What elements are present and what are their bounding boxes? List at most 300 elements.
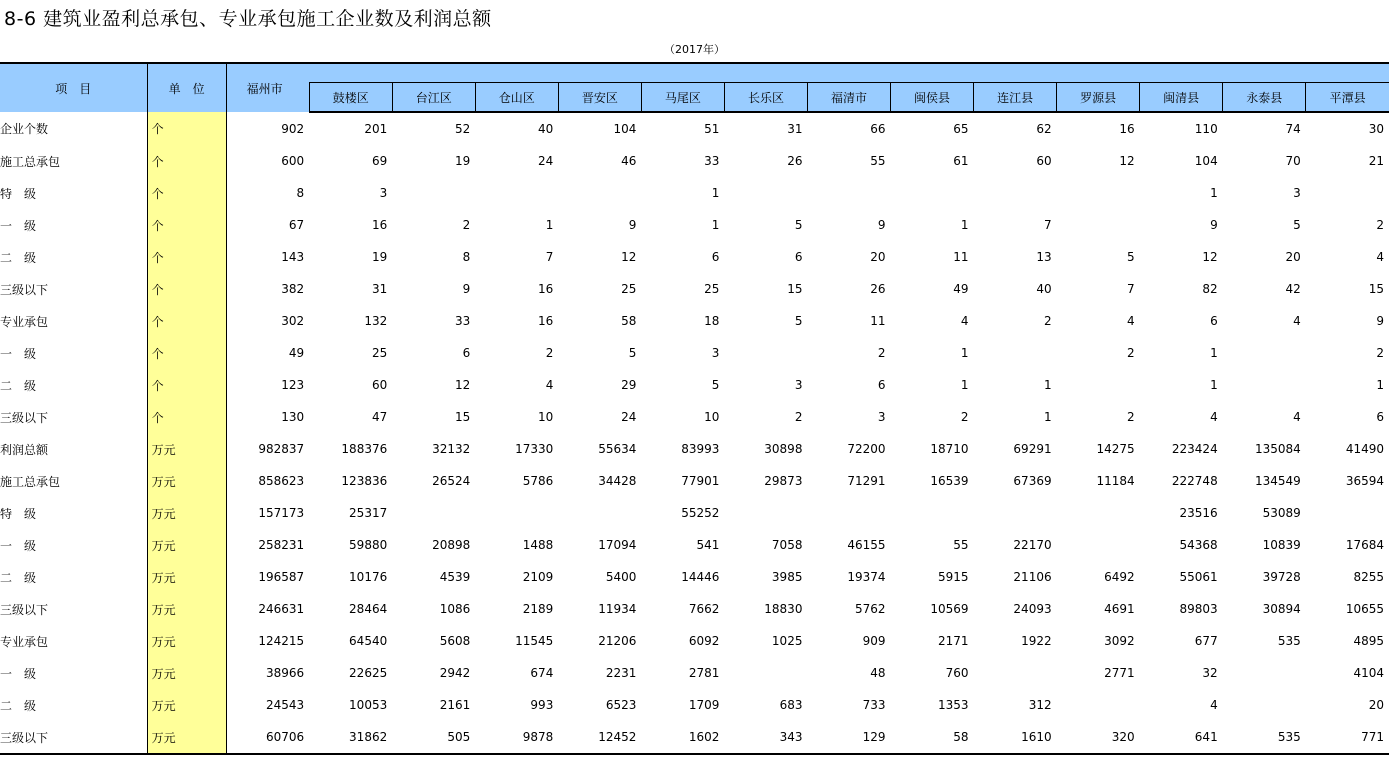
cell-value: 83993: [681, 442, 720, 456]
table-row: [0, 625, 1389, 657]
cell-value: 1353: [938, 698, 969, 712]
cell-value: 1: [545, 218, 554, 232]
cell-total: 302: [281, 314, 305, 328]
cell-value: 12: [621, 250, 637, 264]
cell-value: [891, 497, 974, 529]
table-row: [0, 593, 1389, 625]
cell-value: 20: [1368, 698, 1384, 712]
cell-value: 2: [462, 218, 471, 232]
row-label: 特 级: [0, 177, 147, 209]
header-district: 鼓楼区: [309, 83, 392, 113]
cell-value: 3985: [771, 570, 803, 584]
cell-value: [974, 657, 1057, 689]
cell-total: 858623: [258, 474, 305, 488]
cell-value: 2: [794, 410, 803, 424]
cell-value: 25: [371, 346, 388, 360]
cell-value: 61: [953, 154, 969, 168]
cell-value: 2781: [688, 666, 720, 680]
cell-value: 4539: [439, 570, 471, 584]
cell-value: 5: [794, 218, 803, 232]
cell-value: 641: [1140, 721, 1223, 754]
cell-value: 2231: [605, 666, 637, 680]
cell-value: [558, 497, 641, 529]
cell-value: [475, 177, 558, 209]
row-label: 施工总承包: [0, 465, 147, 497]
cell-value: 49: [953, 282, 969, 296]
row-label: 三级以下: [0, 593, 147, 625]
cell-total: 38966: [266, 666, 305, 680]
row-label: 利润总额: [0, 433, 147, 465]
cell-value: 32132: [432, 442, 471, 456]
cell-value: 2: [1043, 314, 1052, 328]
table-row: [0, 721, 1389, 754]
cell-value: 5762: [854, 602, 886, 616]
row-unit: 万元: [147, 689, 226, 721]
cell-value: 39728: [1262, 570, 1301, 584]
row-label: 二 级: [0, 241, 147, 273]
cell-value: 16: [1119, 122, 1135, 136]
cell-value: 677: [1194, 634, 1218, 648]
cell-total: 67: [288, 218, 305, 232]
cell-value: 14446: [681, 570, 720, 584]
cell-value: 993: [530, 698, 554, 712]
cell-value: 5: [1293, 218, 1301, 232]
cell-value: 110: [1194, 122, 1218, 136]
cell-value: 14275: [1096, 442, 1135, 456]
cell-value: 3: [794, 378, 803, 392]
cell-total: 124215: [258, 634, 305, 648]
cell-value: 5786: [522, 474, 554, 488]
cell-value: 89803: [1179, 602, 1218, 616]
table-row: [0, 177, 1389, 209]
cell-value: 6492: [1104, 570, 1135, 584]
row-label: 三级以下: [0, 401, 147, 433]
cell-value: 69291: [1013, 442, 1052, 456]
cell-value: [1057, 689, 1140, 721]
cell-value: 760: [945, 666, 969, 680]
table-row: [0, 561, 1389, 593]
cell-value: 22170: [1013, 538, 1052, 552]
cell-value: 3092: [1104, 634, 1135, 648]
cell-value: 1: [1376, 378, 1384, 392]
row-unit: 万元: [147, 465, 226, 497]
cell-value: 3: [379, 186, 388, 200]
cell-value: [475, 497, 558, 529]
cell-total: 8: [296, 186, 305, 200]
cell-value: 30894: [1262, 602, 1301, 616]
cell-value: 70: [1285, 154, 1301, 168]
cell-value: 15: [455, 410, 471, 424]
cell-value: 5: [711, 378, 720, 392]
row-unit: 万元: [147, 497, 226, 529]
cell-value: 733: [862, 698, 886, 712]
cell-value: 20: [1285, 250, 1301, 264]
table-row: [0, 497, 1389, 529]
cell-value: 29873: [764, 474, 803, 488]
row-unit: 万元: [147, 433, 226, 465]
cell-value: 30898: [764, 442, 803, 456]
cell-total: 258231: [258, 538, 305, 552]
cell-value: 1: [711, 186, 720, 200]
cell-value: 1: [1210, 378, 1218, 392]
cell-value: 6: [711, 250, 720, 264]
cell-value: 7: [1127, 282, 1135, 296]
cell-value: 4104: [1353, 666, 1384, 680]
header-district: 仓山区: [475, 83, 558, 113]
cell-value: 5608: [439, 634, 471, 648]
cell-value: 59880: [349, 538, 388, 552]
cell-value: 9: [1376, 314, 1384, 328]
cell-value: 343: [724, 721, 807, 754]
cell-value: 10176: [349, 570, 388, 584]
cell-value: 21206: [598, 634, 637, 648]
row-unit: 个: [147, 305, 226, 337]
header-city: 福州市: [226, 63, 309, 112]
table-row: [0, 529, 1389, 561]
row-unit: 个: [147, 273, 226, 305]
page-title: 8-6 建筑业盈利总承包、专业承包施工企业数及利润总额: [4, 8, 492, 30]
row-label: 二 级: [0, 689, 147, 721]
cell-value: 23516: [1179, 506, 1218, 520]
cell-value: 771: [1306, 721, 1389, 754]
cell-value: 60: [371, 378, 388, 392]
cell-value: 17330: [515, 442, 554, 456]
cell-value: 24: [538, 154, 554, 168]
cell-value: 10053: [349, 698, 388, 712]
row-unit: 万元: [147, 529, 226, 561]
cell-total: 600: [281, 154, 305, 168]
cell-value: [392, 177, 475, 209]
year-note: （2017年）: [664, 43, 725, 56]
cell-value: 16: [371, 218, 388, 232]
cell-value: 2: [877, 346, 886, 360]
cell-value: 541: [696, 538, 720, 552]
cell-value: [724, 497, 807, 529]
cell-value: 9: [628, 218, 637, 232]
cell-value: 33: [704, 154, 720, 168]
row-label: 二 级: [0, 369, 147, 401]
cell-value: 55: [953, 538, 969, 552]
cell-value: 134549: [1254, 474, 1301, 488]
cell-value: 13: [1036, 250, 1052, 264]
cell-value: 18710: [930, 442, 969, 456]
cell-value: 683: [779, 698, 803, 712]
cell-value: 58: [891, 721, 974, 754]
cell-value: 12452: [558, 721, 641, 754]
header-district: 福清市: [807, 83, 890, 113]
header-district: 连江县: [974, 83, 1057, 113]
cell-total: 982837: [258, 442, 305, 456]
cell-total: 49: [288, 346, 305, 360]
row-unit: 个: [147, 112, 226, 145]
cell-value: 223424: [1171, 442, 1218, 456]
cell-value: 15: [1368, 282, 1384, 296]
cell-value: [1306, 497, 1389, 529]
cell-value: 54368: [1179, 538, 1218, 552]
cell-value: 1: [1043, 410, 1052, 424]
cell-value: 4: [1210, 698, 1218, 712]
cell-value: 7: [545, 250, 554, 264]
cell-value: 77901: [681, 474, 720, 488]
cell-value: 5: [794, 314, 803, 328]
cell-value: 62: [1036, 122, 1052, 136]
cell-value: 320: [1057, 721, 1140, 754]
cell-value: 55: [870, 154, 886, 168]
cell-total: 24543: [266, 698, 305, 712]
cell-value: 2171: [938, 634, 969, 648]
row-unit: 个: [147, 209, 226, 241]
cell-value: 46: [621, 154, 637, 168]
table-row: [0, 401, 1389, 433]
cell-value: 312: [1028, 698, 1052, 712]
cell-value: 4691: [1104, 602, 1135, 616]
table-row: [0, 305, 1389, 337]
cell-value: 71291: [847, 474, 886, 488]
cell-value: 4895: [1353, 634, 1384, 648]
row-label: 三级以下: [0, 273, 147, 305]
row-label: 三级以下: [0, 721, 147, 754]
table-row: [0, 689, 1389, 721]
cell-value: 19: [455, 154, 471, 168]
cell-value: 58: [621, 314, 637, 328]
cell-value: [974, 337, 1057, 369]
table-row: [0, 657, 1389, 689]
cell-value: 16: [538, 314, 554, 328]
header-district: 闽侯县: [891, 83, 974, 113]
cell-value: 5: [628, 346, 637, 360]
row-label: 一 级: [0, 337, 147, 369]
cell-value: [891, 177, 974, 209]
cell-value: 1: [1210, 186, 1218, 200]
cell-value: 201: [364, 122, 388, 136]
cell-value: 17684: [1345, 538, 1384, 552]
cell-value: 31862: [309, 721, 392, 754]
cell-value: 6092: [688, 634, 720, 648]
cell-value: 24: [621, 410, 637, 424]
cell-value: 4: [960, 314, 969, 328]
cell-value: 15: [787, 282, 803, 296]
cell-value: 25317: [349, 506, 388, 520]
cell-value: [1057, 369, 1140, 401]
cell-value: 132: [364, 314, 388, 328]
cell-value: 53089: [1262, 506, 1301, 520]
cell-value: 20898: [432, 538, 471, 552]
cell-value: 4: [1127, 314, 1135, 328]
cell-value: 11184: [1096, 474, 1135, 488]
cell-value: 65: [953, 122, 969, 136]
cell-value: 16: [538, 282, 554, 296]
cell-value: 1086: [439, 602, 471, 616]
cell-value: 10: [538, 410, 554, 424]
row-label: 企业个数: [0, 112, 147, 145]
cell-value: [724, 337, 807, 369]
header-spacer: [309, 63, 1389, 83]
cell-value: 1709: [688, 698, 720, 712]
cell-value: 2: [960, 410, 969, 424]
cell-value: 52: [455, 122, 471, 136]
cell-value: 4: [1210, 410, 1218, 424]
cell-value: 1488: [522, 538, 554, 552]
cell-value: 31: [371, 282, 388, 296]
cell-total: 902: [281, 121, 305, 136]
cell-value: 5400: [605, 570, 637, 584]
cell-value: 505: [392, 721, 475, 754]
cell-value: 31: [787, 122, 803, 136]
cell-value: 32: [1202, 666, 1218, 680]
cell-value: 34428: [598, 474, 637, 488]
cell-value: [1223, 369, 1306, 401]
cell-value: 3: [711, 346, 720, 360]
cell-value: 17094: [598, 538, 637, 552]
cell-value: 30: [1368, 122, 1384, 136]
cell-value: 51: [704, 122, 720, 136]
row-label: 施工总承包: [0, 145, 147, 177]
cell-value: 1922: [1021, 634, 1052, 648]
table-row: [0, 209, 1389, 241]
cell-value: 2109: [522, 570, 554, 584]
row-unit: 个: [147, 337, 226, 369]
cell-value: 2189: [522, 602, 554, 616]
cell-value: 48: [870, 666, 886, 680]
cell-value: 1: [711, 218, 720, 232]
table-row: [0, 337, 1389, 369]
header-district: 闽清县: [1140, 83, 1223, 113]
cell-value: [1223, 337, 1306, 369]
row-unit: 个: [147, 401, 226, 433]
cell-value: 60: [1036, 154, 1052, 168]
cell-value: 66: [870, 122, 886, 136]
cell-value: 18: [704, 314, 720, 328]
cell-value: 42: [1285, 282, 1301, 296]
table-row: [0, 145, 1389, 177]
cell-value: 8255: [1353, 570, 1384, 584]
cell-value: 25: [621, 282, 637, 296]
row-label: 一 级: [0, 529, 147, 561]
cell-value: 55252: [681, 506, 720, 520]
cell-value: 82: [1202, 282, 1218, 296]
cell-total: 196587: [258, 570, 305, 584]
cell-value: [392, 497, 475, 529]
cell-total: 143: [281, 250, 305, 264]
table-row: [0, 433, 1389, 465]
cell-value: [724, 177, 807, 209]
row-unit: 万元: [147, 593, 226, 625]
cell-value: 4: [1293, 314, 1301, 328]
cell-value: 36594: [1345, 474, 1384, 488]
cell-value: 5915: [938, 570, 969, 584]
cell-value: 11545: [515, 634, 554, 648]
cell-value: 4: [1376, 250, 1384, 264]
cell-value: [1223, 657, 1306, 689]
cell-value: 1025: [771, 634, 803, 648]
cell-value: 26524: [432, 474, 471, 488]
cell-value: 6: [877, 378, 886, 392]
cell-value: 6523: [605, 698, 637, 712]
cell-value: 24093: [1013, 602, 1052, 616]
header-district: 台江区: [392, 83, 475, 113]
row-unit: 个: [147, 145, 226, 177]
cell-value: 20: [870, 250, 886, 264]
cell-value: 123836: [341, 474, 388, 488]
row-label: 一 级: [0, 657, 147, 689]
cell-total: 157173: [258, 506, 305, 520]
cell-value: 16539: [930, 474, 969, 488]
row-label: 一 级: [0, 209, 147, 241]
cell-value: 29: [621, 378, 637, 392]
cell-value: 26: [870, 282, 886, 296]
table-row: [0, 241, 1389, 273]
cell-value: [1057, 497, 1140, 529]
cell-value: 10: [704, 410, 720, 424]
cell-value: 74: [1285, 122, 1301, 136]
cell-value: 11: [953, 250, 969, 264]
header-district: 平潭县: [1306, 83, 1389, 113]
row-unit: 万元: [147, 625, 226, 657]
header-item: 项 目: [0, 63, 147, 112]
cell-value: 69: [371, 154, 388, 168]
cell-value: 55061: [1179, 570, 1218, 584]
table-row: [0, 465, 1389, 497]
row-unit: 万元: [147, 561, 226, 593]
cell-value: 9: [877, 218, 886, 232]
cell-value: 33: [455, 314, 471, 328]
cell-value: 104: [613, 122, 637, 136]
cell-value: 9: [462, 282, 471, 296]
row-label: 二 级: [0, 561, 147, 593]
cell-value: 2161: [439, 698, 471, 712]
cell-value: 21: [1368, 154, 1384, 168]
cell-value: 2942: [439, 666, 471, 680]
cell-value: 9878: [475, 721, 558, 754]
cell-value: 1: [960, 218, 969, 232]
cell-value: 64540: [349, 634, 388, 648]
cell-value: [974, 497, 1057, 529]
cell-value: 55634: [598, 442, 637, 456]
cell-value: 12: [1202, 250, 1218, 264]
cell-value: 535: [1223, 721, 1306, 754]
cell-value: 3: [877, 410, 886, 424]
table-body: [0, 112, 1389, 754]
cell-value: 3: [1293, 186, 1301, 200]
row-label: 专业承包: [0, 305, 147, 337]
cell-value: 11934: [598, 602, 637, 616]
cell-value: 18830: [764, 602, 803, 616]
cell-value: [1057, 209, 1140, 241]
cell-value: 72200: [847, 442, 886, 456]
row-unit: 万元: [147, 721, 226, 754]
cell-total: 123: [281, 378, 305, 392]
cell-value: 5: [1127, 250, 1135, 264]
cell-value: 41490: [1345, 442, 1384, 456]
cell-value: 4: [545, 378, 554, 392]
cell-value: [558, 177, 641, 209]
table-row: [0, 112, 1389, 145]
cell-value: 12: [455, 378, 471, 392]
cell-value: 8: [462, 250, 471, 264]
cell-value: [1057, 529, 1140, 561]
cell-value: 28464: [349, 602, 388, 616]
cell-value: 11: [870, 314, 886, 328]
cell-total: 60706: [226, 721, 309, 754]
cell-value: 19: [371, 250, 388, 264]
table-row: [0, 273, 1389, 305]
header-district: 马尾区: [641, 83, 724, 113]
cell-value: 2: [1376, 218, 1384, 232]
cell-value: 6: [462, 346, 471, 360]
row-unit: 万元: [147, 657, 226, 689]
cell-value: 135084: [1254, 442, 1301, 456]
cell-value: 7: [1043, 218, 1052, 232]
